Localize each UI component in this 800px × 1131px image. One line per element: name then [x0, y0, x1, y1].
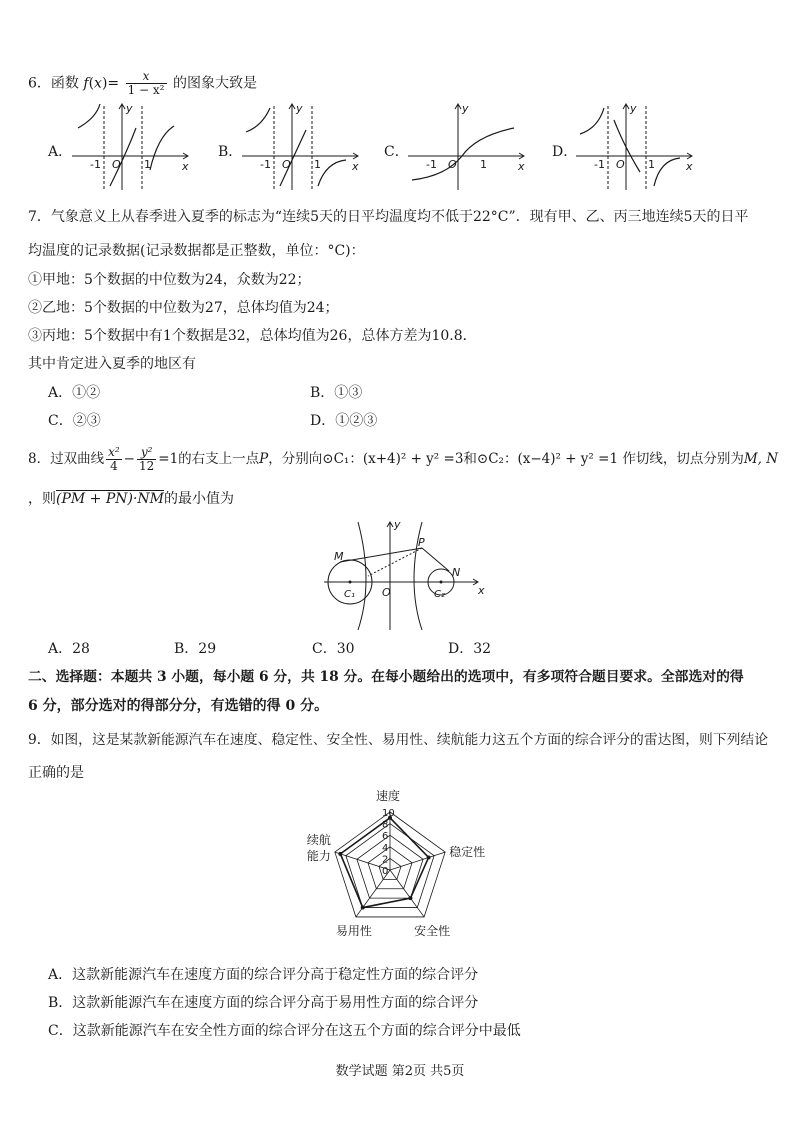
q6-tick-pos1: 1 [648, 158, 655, 171]
radar-tick-label: 0 [382, 866, 389, 877]
q8-label-o: O [382, 586, 391, 599]
q9-line1: 9．如图，这是某款新能源汽车在速度、稳定性、安全性、易用性、续航能力这五个方面的综合评分的雷达图，则下列结论 [28, 732, 769, 748]
q6-tick-pos1: 1 [144, 158, 151, 171]
q8-frac1-den: 4 [106, 459, 122, 473]
q8-tangent-pm [340, 548, 422, 562]
q6-option-label: B． [218, 144, 243, 160]
radar-label-range-1: 续航 [306, 833, 331, 848]
q6-curve [318, 160, 346, 186]
radar-label-safety: 安全性 [414, 923, 451, 938]
q6-x-label: x [182, 160, 189, 173]
q6-tick-neg1: -1 [90, 158, 101, 171]
radar-tick-label: 8 [382, 819, 389, 831]
q8-frac1-num: x² [108, 445, 120, 459]
q7-item3: ③丙地：5个数据中有1个数据是32，总体均值为26，总体方差为10.8． [28, 328, 477, 344]
q6-curve [150, 126, 174, 170]
q7-option-b: B．①③ [310, 385, 363, 401]
radar-label-stability: 稳定性 [449, 845, 486, 860]
q9-option-b: B．这款新能源汽车在速度方面的综合评分高于易用性方面的综合评分 [48, 995, 479, 1011]
q6-eq: = [107, 75, 120, 92]
q6-frac-num: x [142, 69, 150, 83]
q8-tangent-pn [422, 548, 449, 571]
page-footer: 数学试题 第2页 共5页 [335, 1064, 465, 1079]
radar-point [361, 906, 365, 910]
radar-tick-label: 6 [382, 831, 389, 843]
radar-point [338, 852, 342, 856]
q6-x-label: x [518, 160, 525, 173]
q9-radar-chart [290, 786, 510, 958]
q8-point-p: P [259, 451, 269, 467]
section2-line2: 6 分，部分选对的得部分分，有选错的得 0 分。 [28, 698, 329, 714]
q6-curve [110, 128, 136, 186]
q6-origin-label: O [616, 158, 625, 171]
q6-option-label: A． [48, 144, 73, 160]
q6-tick-pos1: 1 [314, 158, 321, 171]
q8-center-c1 [349, 581, 352, 584]
q8-label-x: x [478, 584, 485, 597]
q7-option-c: C．②③ [48, 413, 101, 429]
q6-graph [574, 100, 698, 192]
q6-fraction [126, 70, 167, 97]
radar-point [408, 896, 412, 900]
q7-item1: ①甲地：5个数据的中位数为24，众数为22； [28, 272, 311, 288]
q8-frac2-den: 12 [138, 459, 155, 473]
radar-label-range-2: 能力 [306, 849, 331, 864]
q8-frac1 [106, 446, 122, 473]
q8-label-c2: C₂ [434, 589, 445, 600]
q7-item2: ②乙地：5个数据的中位数为27，总体均值为24； [28, 300, 339, 316]
q6-curve [654, 158, 680, 186]
radar-point [427, 855, 431, 859]
q8-hyperbola-left [358, 522, 366, 630]
q8-option-c: C．30 [312, 641, 355, 657]
q6-x-label: x [686, 160, 693, 173]
q6-stem-suffix: 的图象大致是 [172, 75, 257, 92]
q6-frac-den: 1 − x² [127, 83, 165, 97]
q7-option-a: A．①② [48, 385, 101, 401]
q6-y-label: y [296, 102, 303, 115]
q6-stem: 6．函数 f(x)= $\frac{x}{\text{1 − x²}}$ 的图象大致是 [28, 69, 257, 97]
q6-origin-label: O [448, 158, 457, 171]
q6-tick-neg1: -1 [260, 158, 271, 171]
q9-option-a: A．这款新能源汽车在速度方面的综合评分高于稳定性方面的综合评分 [48, 967, 479, 983]
q8-vector-expr: (PM + PN)·NM [56, 491, 165, 507]
section2-line1: 二、选择题：本题共 3 小题，每小题 6 分，共 18 分。在每小题给出的选项中，有多项符合题目要求。全部选对的得 [28, 669, 744, 685]
q6-y-label: y [126, 102, 133, 115]
radar-tick-label: 4 [382, 842, 389, 854]
q6-x-label: x [352, 160, 359, 173]
q6-origin-label: O [282, 158, 291, 171]
q8-mn: M, N [743, 451, 779, 467]
q8-eq1: =1的右支上一点 [158, 451, 260, 467]
q6-y-label: y [630, 102, 637, 115]
q6-graph [406, 100, 530, 192]
q8-label-n: N [452, 566, 461, 579]
q7-line2: 均温度的记录数据(记录数据都是正整数，单位：°C)： [28, 243, 365, 259]
q7-option-d: D．①②③ [310, 413, 378, 429]
q8-frac2-num: y² [140, 445, 153, 459]
radar-label-speed: 速度 [375, 789, 401, 803]
q8-label-c1: C₁ [344, 589, 355, 600]
radar-tick-label: 2 [382, 854, 389, 866]
q8-line2-suffix: 的最小值为 [164, 491, 235, 507]
q8-option-b: B．29 [174, 641, 217, 657]
q8-center-c2 [440, 581, 443, 584]
q6-graph [70, 100, 194, 192]
q8-line1 [28, 446, 778, 473]
q6-graph [240, 100, 364, 192]
q8-label-y: y [394, 518, 401, 531]
radar-label-usability: 易用性 [335, 923, 372, 938]
q9-line2: 正确的是 [28, 765, 84, 781]
q6-tick-pos1: 1 [480, 158, 487, 171]
q8-option-d: D．32 [448, 641, 492, 657]
q6-curve [246, 108, 270, 132]
q8-figure [318, 518, 488, 633]
radar-tick-label: 10 [382, 808, 395, 819]
q8-mid: ，分别向⊙C₁：(x+4)² + y² =3和⊙C₂：(x−4)² + y² =1 作切线，切点分别为 [268, 451, 744, 467]
q6-var: x [94, 75, 102, 92]
q8-line2 [28, 489, 234, 509]
q8-prefix: 8．过双曲线 [28, 451, 105, 467]
q7-line1: 7．气象意义上从春季进入夏季的标志为“连续5天的日平均温度均不低于22°C”．现有甲、乙、丙三地连续5天的日平 [28, 209, 749, 225]
q8-frac2 [137, 446, 156, 473]
q6-tick-neg1: -1 [426, 158, 437, 171]
q6-tick-neg1: -1 [594, 158, 605, 171]
q6-curve [78, 104, 100, 128]
q8-minus: − [123, 451, 135, 467]
q6-option-label: C． [384, 144, 409, 160]
q6-y-label: y [462, 102, 469, 115]
q8-label-p: P [418, 536, 425, 549]
q6-option-label: D． [552, 144, 578, 160]
q6-origin-label: O [112, 158, 121, 171]
q8-label-m: M [334, 550, 344, 563]
q6-curve [412, 128, 514, 180]
q7-question: 其中肯定进入夏季的地区有 [28, 356, 196, 372]
q9-option-c: C．这款新能源汽车在安全性方面的综合评分在这五个方面的综合评分中最低 [48, 1023, 521, 1039]
q8-option-a: A．28 [48, 641, 90, 657]
q6-func-name: f [83, 75, 89, 92]
q6-stem-prefix: 6．函数 [28, 75, 79, 92]
q8-line2-prefix: ，则 [28, 491, 56, 507]
q6-curve [580, 108, 604, 134]
